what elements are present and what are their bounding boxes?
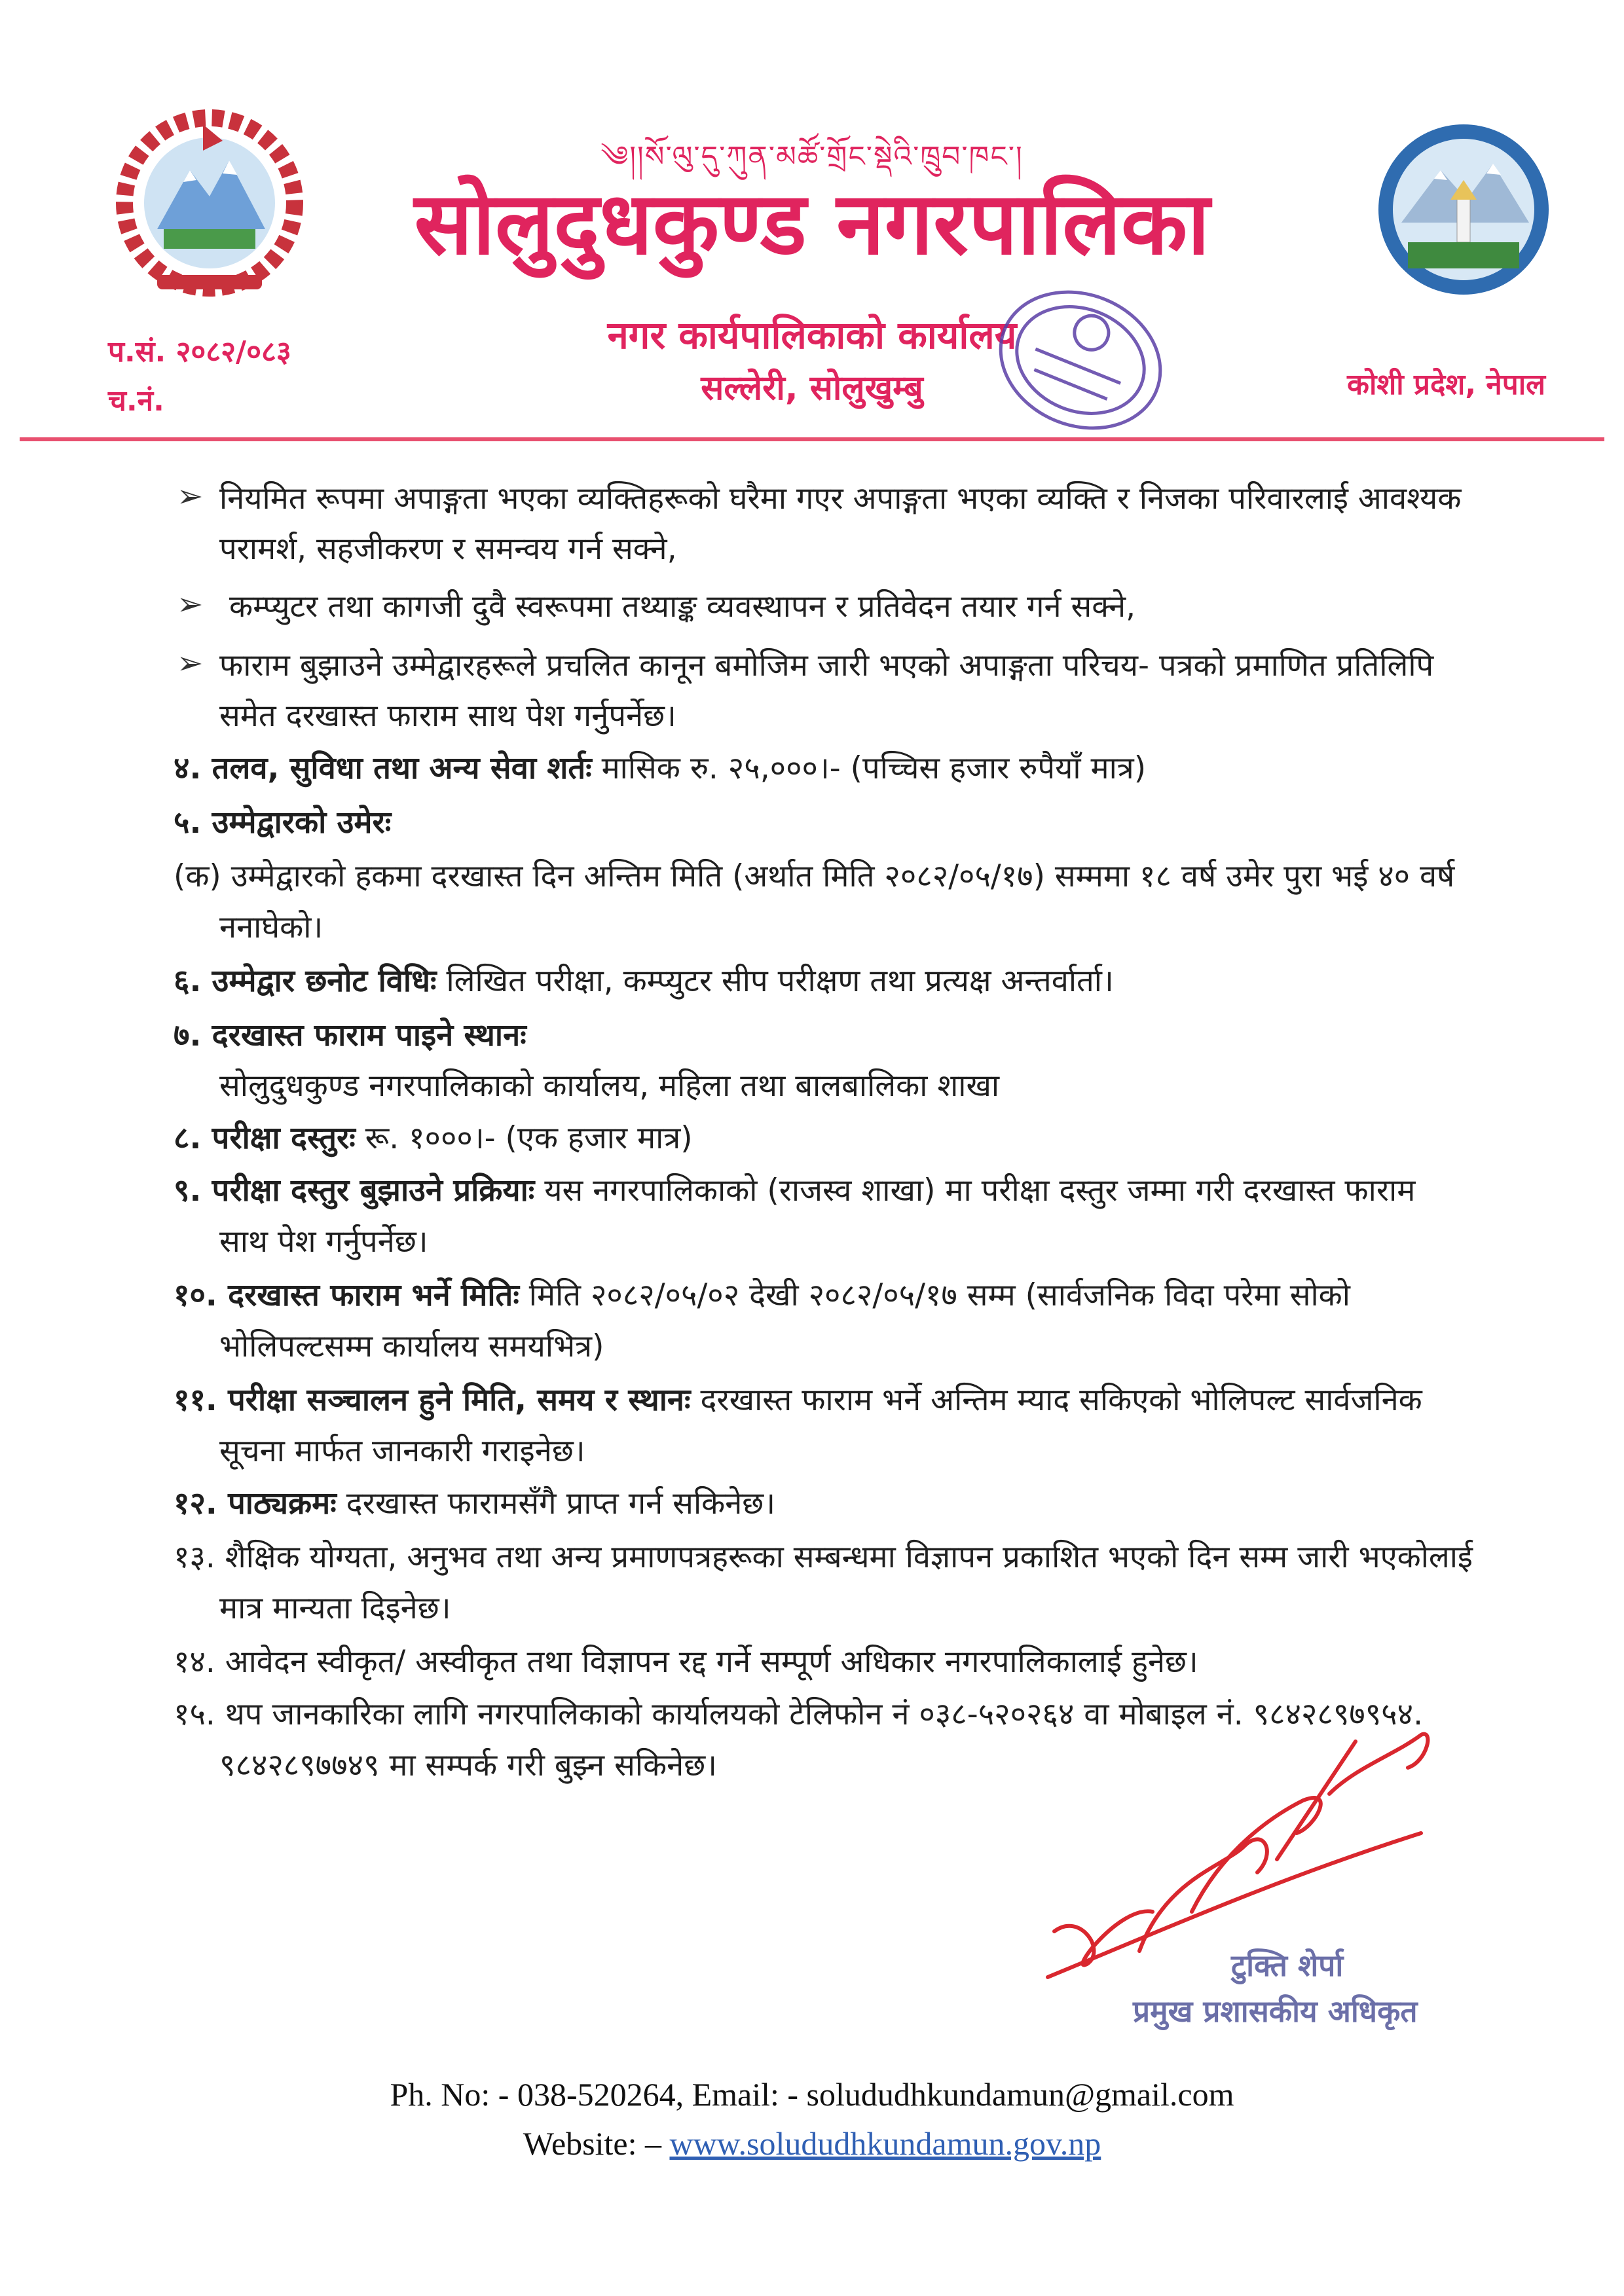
office-name: नगर कार्यपालिकाको कार्यालय — [607, 313, 1017, 357]
section-9-text: यस नगरपालिकाको (राजस्व शाखा) मा परीक्षा दस्तुर जम्मा गरी दरखास्त फाराम — [534, 1173, 1416, 1209]
section-13-text: १३. शैक्षिक योग्यता, अनुभव तथा अन्य प्रमाणपत्रहरूका सम्बन्धमा विज्ञापन प्रकाशित भएको दिन सम्म जारी भएकोलाई — [174, 1539, 1473, 1575]
footer-contact: Ph. No: - 038-520264, Email: - solududhkundamun@gmail.com — [390, 2076, 1234, 2113]
signer-title: प्रमुख प्रशासकीय अधिकृत — [1133, 1994, 1418, 2029]
section-11-continuation: सूचना मार्फत जानकारी गराइनेछ। — [219, 1433, 585, 1469]
section-9-continuation: साथ पेश गर्नुपर्नेछ। — [219, 1224, 428, 1260]
header-divider — [20, 437, 1604, 441]
section-9-fee-process — [174, 1165, 1415, 1216]
office-seal-stamp — [982, 268, 1179, 452]
tibetan-title: ༄།།སོ་ལུ་དུ་ཀུན་མཚོ་གྲོང་སྡེའི་ཁྲུབ་ཁང་། — [600, 140, 1024, 173]
bullet-item: फाराम बुझाउने उम्मेद्वारहरूले प्रचलित कानून बमोजिम जारी भएको अपाङ्गता परिचय- पत्रको प्रमाणित प्रतिलिपि — [219, 647, 1434, 683]
website-label: Website: – — [523, 2125, 670, 2162]
office-address: सल्लेरी, सोलुखुम्बु — [701, 369, 923, 408]
section-10-label: १०. दरखास्त फाराम भर्ने मितिः — [174, 1277, 519, 1313]
bullet-item-continuation: समेत दरखास्त फाराम साथ पेश गर्नुपर्नेछ। — [219, 698, 676, 734]
bullet-item: कम्प्युटर तथा कागजी दुवै स्वरूपमा तथ्याङ्क व्यवस्थापन र प्रतिवेदन तयार गर्न सक्ने, — [229, 589, 1136, 625]
bullet-arrow-icon: ➢ — [177, 478, 204, 515]
organization-title: सोलुदुधकुण्ड नगरपालिका — [414, 173, 1210, 274]
section-5-label: ५. उम्मेद्वारको उमेरः — [174, 805, 392, 841]
section-14-text: १४. आवेदन स्वीकृत/ अस्वीकृत तथा विज्ञापन रद्द गर्ने सम्पूर्ण अधिकार नगरपालिकालाई हुनेछ। — [174, 1644, 1198, 1680]
section-4-text: मासिक रु. २५,०००।- (पच्चिस हजार रुपैयाँ मात्र) — [591, 750, 1147, 786]
section-11-exam-schedule — [174, 1375, 1422, 1425]
signer-name: टुक्ति शेर्पा — [1231, 1948, 1344, 1983]
bullet-item-continuation: परामर्श, सहजीकरण र समन्वय गर्न सक्ने, — [219, 531, 677, 567]
section-6-text: लिखित परीक्षा, कम्प्युटर सीप परीक्षण तथा प्रत्यक्ष अन्तर्वार्ता। — [436, 963, 1114, 999]
section-8-fee — [174, 1113, 693, 1163]
section-13-continuation: मात्र मान्यता दिइनेछ। — [219, 1590, 451, 1626]
section-12-text: दरखास्त फारामसँगै प्राप्त गर्न सकिनेछ। — [336, 1485, 776, 1522]
section-5a-continuation: ननाघेको। — [219, 909, 323, 945]
section-10-continuation: भोलिपल्टसम्म कार्यालय समयभित्र) — [219, 1328, 604, 1364]
section-7-label: ७. दरखास्त फाराम पाइने स्थानः — [174, 1017, 526, 1053]
section-12-label: १२. पाठ्यक्रमः — [174, 1485, 337, 1522]
reference-number: प.सं. २०८२/०८३ — [108, 335, 291, 369]
footer-website — [0, 2124, 1624, 2162]
section-11-label: ११. परीक्षा सञ्चालन हुने मिति, समय र स्थानः — [174, 1382, 691, 1418]
bullet-arrow-icon: ➢ — [177, 586, 204, 623]
section-6-selection — [174, 956, 1114, 1006]
dispatch-number: च.नं. — [108, 384, 164, 418]
section-8-label: ८. परीक्षा दस्तुरः — [174, 1120, 356, 1156]
section-9-label: ९. परीक्षा दस्तुर बुझाउने प्रक्रियाः — [174, 1173, 535, 1209]
section-4-label: ४. तलव, सुविधा तथा अन्य सेवा शर्तः — [174, 750, 592, 786]
section-10-text: मिति २०८२/०५/०२ देखी २०८२/०५/१७ सम्म (सार्वजनिक विदा परेमा सोको — [519, 1277, 1350, 1313]
bullet-arrow-icon: ➢ — [177, 645, 204, 682]
section-6-label: ६. उम्मेद्वार छनोट विधिः — [174, 963, 437, 999]
section-15-text: १५. थप जानकारिका लागि नगरपालिकाको कार्यालयको टेलिफोन नं ०३८-५२०२६४ वा मोबाइल नं. ९८४२८९७९५४. — [174, 1696, 1424, 1732]
section-4-salary — [174, 743, 1146, 793]
bullet-item: नियमित रूपमा अपाङ्गता भएका व्यक्तिहरूको घरैमा गएर अपाङ्गता भएका व्यक्ति र निजका परिवारलाई आवश्यक — [219, 481, 1462, 517]
section-7-text: सोलुदुधकुण्ड नगरपालिकाको कार्यालय, महिला तथा बालबालिका शाखा — [219, 1068, 1000, 1104]
section-15-continuation: ९८४२८९७७४९ मा सम्पर्क गरी बुझ्न सकिनेछ। — [219, 1747, 717, 1783]
province-label: कोशी प्रदेश, नेपाल — [1347, 368, 1545, 401]
website-link[interactable]: www.solududhkundamun.gov.np — [669, 2125, 1101, 2162]
section-11-text: दरखास्त फाराम भर्ने अन्तिम म्याद सकिएको भोलिपल्ट सार्वजनिक — [690, 1382, 1422, 1418]
section-12-syllabus — [174, 1478, 775, 1529]
section-10-dates — [174, 1270, 1350, 1321]
section-8-text: रू. १०००।- (एक हजार मात्र) — [355, 1120, 693, 1156]
section-5a-text: (क) उम्मेद्वारको हकमा दरखास्त दिन अन्तिम मिति (अर्थात मिति २०८२/०५/१७) सम्ममा १८ वर्ष उमेर पुरा भई ४० वर्ष — [174, 858, 1455, 894]
